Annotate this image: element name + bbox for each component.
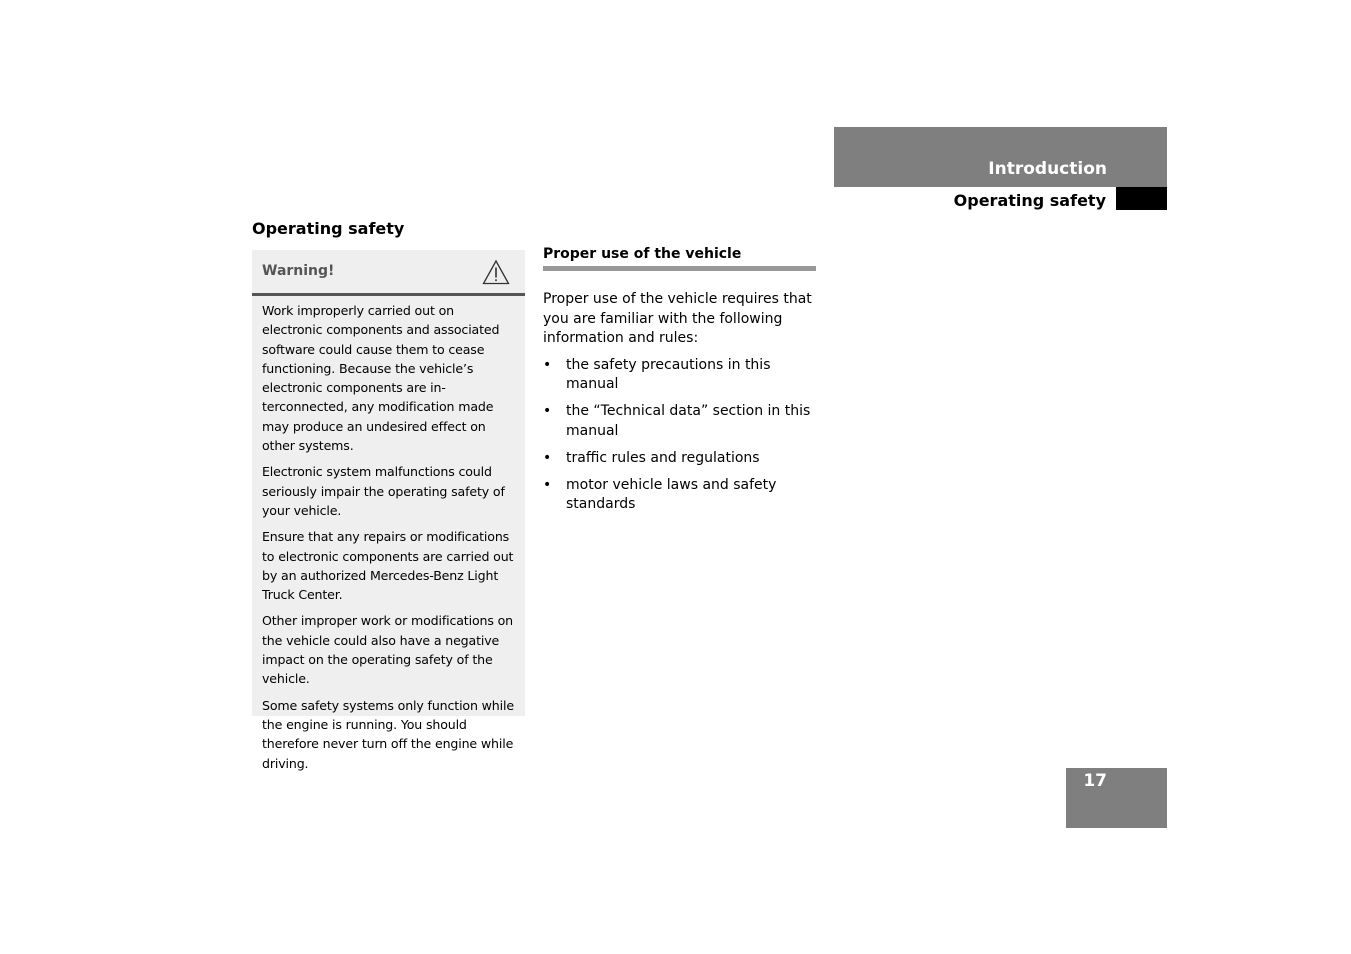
page-heading: Operating safety bbox=[252, 219, 405, 238]
warning-box bbox=[252, 250, 525, 771]
warning-paragraph: Ensure that any repairs or modifications to electronic components are carried out by an authorized Mercedes-Benz Light Truck Center. bbox=[262, 529, 514, 603]
bullet: • bbox=[543, 449, 552, 466]
subsection-title: Proper use of the vehicle bbox=[543, 246, 816, 271]
list-item bbox=[543, 356, 816, 395]
bullet: • bbox=[543, 356, 552, 373]
list-item-text: the “Technical data” section in this manual bbox=[566, 403, 811, 439]
section-marker bbox=[1116, 187, 1167, 210]
warning-header bbox=[252, 250, 525, 296]
page-number: 17 bbox=[1083, 771, 1107, 791]
list-item bbox=[543, 449, 816, 469]
warning-paragraph: Some safety systems only function while the engine is running. You should therefore never turn off the engine while driving. bbox=[262, 697, 514, 771]
chapter-title: Introduction bbox=[988, 159, 1107, 179]
list-item bbox=[543, 402, 816, 441]
page-number-tab bbox=[1066, 768, 1167, 828]
warning-body bbox=[252, 296, 525, 773]
warning-label: Warning! bbox=[262, 263, 335, 279]
bullet: • bbox=[543, 403, 552, 419]
warning-triangle-icon bbox=[482, 259, 510, 285]
section-title: Operating safety bbox=[953, 191, 1106, 210]
chapter-tab bbox=[834, 127, 1167, 187]
warning-paragraph: Work improperly carried out on electronic components and associated software could cause them to cease functioning. Because the vehicle’s electronic components are interconnected, any modification made may produce an undesired effect on other systems. bbox=[262, 303, 500, 454]
list-item bbox=[543, 476, 816, 515]
proper-use-section bbox=[543, 246, 816, 522]
list-item-text: the safety precautions in this manual bbox=[566, 356, 771, 392]
warning-paragraph: Electronic system malfunctions could seriously impair the operating safety of your vehicle. bbox=[262, 464, 505, 518]
intro-text: Proper use of the vehicle requires that you are familiar with the following information and rules: bbox=[543, 291, 812, 346]
list-item-text: motor vehicle laws and safety standards bbox=[566, 476, 777, 512]
bullet: • bbox=[543, 476, 552, 493]
warning-paragraph: Other improper work or modifications on the vehicle could also have a negative impact on the operating safety of the vehicle. bbox=[262, 613, 513, 687]
section-header bbox=[834, 187, 1116, 210]
list-item-text: traffic rules and regulations bbox=[566, 449, 760, 466]
rules-list bbox=[543, 356, 816, 515]
